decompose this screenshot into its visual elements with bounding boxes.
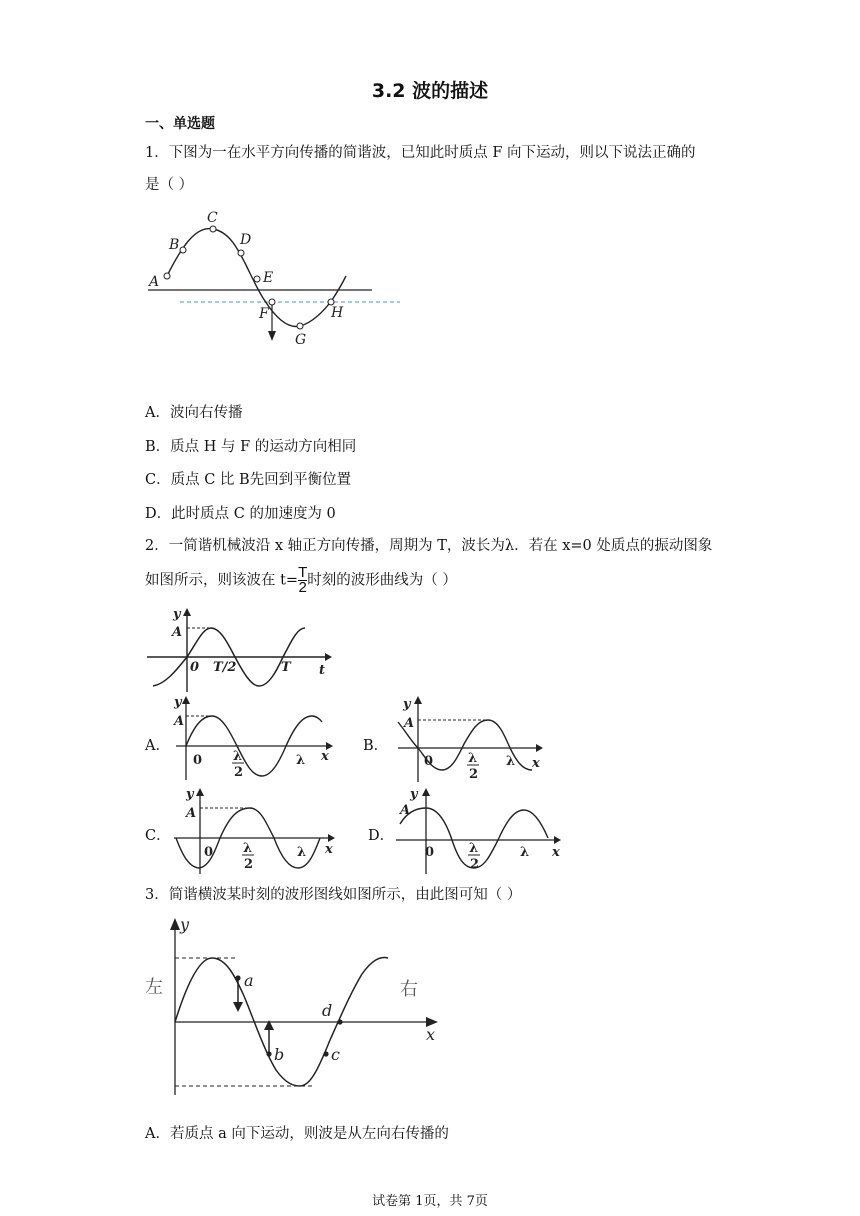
q1-label-F: F: [259, 306, 269, 322]
q2-a-x: x: [321, 749, 329, 764]
q2-c-half-num: λ: [243, 841, 253, 856]
q2-d-lambda: λ: [520, 845, 530, 860]
q2-option-b-graph: [386, 692, 556, 784]
q2-stem-line1: 2．一简谐机械波沿 x 轴正方向传播，周期为 T，波长为λ．若在 x=0 处质点的振动图象: [145, 538, 713, 554]
q2-c-zero: 0: [204, 845, 214, 860]
q1-label-H: H: [331, 305, 344, 321]
q2-a-amp: A: [174, 714, 185, 729]
q3-label-d: d: [322, 1001, 333, 1020]
q3-option-a: A．若质点 a 向下运动，则波是从左向右传播的: [145, 1126, 449, 1142]
q2-graph-zero-label: 0: [190, 660, 200, 675]
q2-a-y: y: [174, 695, 182, 710]
q2-vibration-graph: [145, 604, 335, 694]
q2-graph-t-axis-label: t: [319, 663, 326, 678]
q2-graph-half-label: T/2: [213, 660, 237, 675]
q3-label-y: y: [180, 915, 190, 934]
q1-label-D: D: [240, 232, 252, 248]
q2-c-x: x: [325, 842, 333, 857]
q1-option-b: B．质点 H 与 F 的运动方向相同: [145, 439, 357, 455]
q2-frac-den: 2: [298, 579, 307, 596]
q2-d-amp: A: [400, 803, 411, 818]
q3-label-x: x: [426, 1025, 436, 1044]
q3-label-right: 右: [400, 979, 418, 1000]
q3-wave-figure: [140, 910, 450, 1100]
q2-c-lambda: λ: [297, 845, 307, 860]
q2-option-b-letter: B．: [363, 738, 389, 754]
q2-graph-t-label: T: [281, 660, 291, 675]
q3-label-a: a: [244, 971, 254, 990]
q1-stem-line2: 是（ ）: [145, 177, 194, 193]
q3-label-b: b: [274, 1045, 285, 1064]
q1-label-B: B: [169, 237, 180, 253]
page-title: 3.2 波的描述: [371, 80, 489, 102]
q3-stem: 3．简谐横波某时刻的波形图线如图所示，由此图可知（ ）: [145, 887, 522, 903]
q2-graph-a-label: A: [172, 625, 183, 640]
q2-stem-pre: 如图所示，则该波在 t=: [145, 572, 299, 589]
q2-d-x: x: [552, 845, 560, 860]
q1-label-A: A: [149, 274, 160, 290]
q2-stem-line2: [145, 566, 457, 595]
q2-a-half-den: 2: [234, 765, 244, 780]
q2-d-zero: 0: [425, 845, 435, 860]
q2-stem-post: 时刻的波形曲线为（ ）: [307, 572, 457, 589]
q1-option-a: A．波向右传播: [145, 405, 243, 421]
q2-b-half-den: 2: [469, 767, 479, 782]
section-heading: 一、单选题: [145, 116, 215, 132]
q2-option-c-letter: C．: [145, 828, 171, 844]
q2-option-a-graph: [164, 692, 344, 782]
q2-b-lambda: λ: [506, 754, 516, 769]
q2-b-amp: A: [404, 716, 415, 731]
q3-label-left: 左: [145, 977, 163, 998]
q1-label-E: E: [263, 270, 274, 286]
q1-option-d: D．此时质点 C 的加速度为 0: [145, 506, 336, 522]
q1-stem-line1: 1．下图为一在水平方向传播的简谐波，已知此时质点 F 向下运动，则以下说法正确的: [145, 145, 696, 161]
q1-wave-figure: [140, 205, 410, 355]
q2-graph-y-label: y: [173, 607, 181, 622]
q2-option-d-graph: [392, 784, 572, 878]
q2-frac-num: T: [298, 564, 308, 581]
q2-b-y: y: [403, 697, 411, 712]
q2-c-half-den: 2: [244, 857, 254, 872]
q2-a-lambda: λ: [296, 753, 306, 768]
q2-a-half-num: λ: [233, 749, 243, 764]
q2-fraction: [298, 566, 307, 595]
q3-label-c: c: [331, 1045, 340, 1064]
q1-label-C: C: [207, 210, 218, 226]
q1-label-G: G: [295, 332, 307, 348]
q1-option-c: C．质点 C 比 B先回到平衡位置: [145, 472, 352, 488]
q2-c-y: y: [186, 787, 194, 802]
q2-a-zero: 0: [193, 753, 203, 768]
q2-b-zero: 0: [424, 754, 434, 769]
q2-d-y: y: [410, 787, 418, 802]
q2-option-a-letter: A．: [145, 738, 170, 754]
q2-option-d-letter: D．: [368, 828, 395, 844]
q2-b-x: x: [532, 756, 540, 771]
q2-b-half-num: λ: [468, 751, 478, 766]
q2-option-c-graph: [170, 784, 345, 878]
q2-d-half-num: λ: [469, 841, 479, 856]
q2-d-half-den: 2: [470, 857, 480, 872]
q2-c-amp: A: [186, 806, 197, 821]
page-footer: 试卷第 1页，共 7页: [372, 1194, 488, 1209]
